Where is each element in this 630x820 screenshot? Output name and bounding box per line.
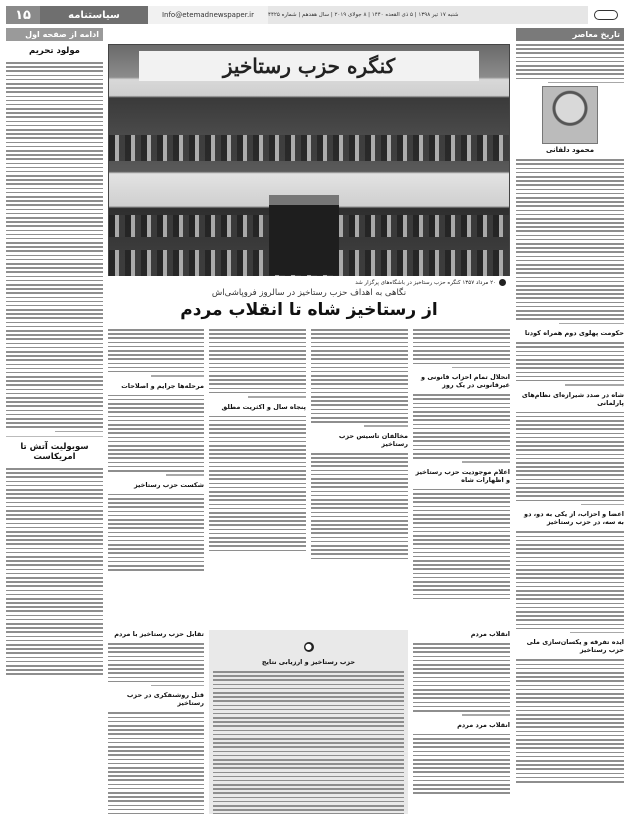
article-column-4 [108, 326, 204, 626]
subheading-9: حزب رستاخیز و ارزیابی نتایج [261, 658, 356, 666]
subheading-2: اعلام موجودیت حزب رستاخیز و اظهارات شاه [415, 467, 510, 484]
author-name: محمود دلفانی [545, 146, 595, 155]
subheading-10: تقابل حزب رستاخیز با مردم [114, 630, 204, 638]
page-header [6, 6, 624, 24]
continued-label: ادامه از صفحه اول [6, 28, 103, 41]
article-column-6 [108, 630, 204, 814]
section-title: سیاستنامه [40, 6, 148, 24]
left-title-bottom: سوبولیت آتش تا امریکاست [20, 442, 89, 463]
article-column-2 [311, 326, 408, 626]
subheading-3: مخالفان تاسیس حزب رستاخیز [338, 431, 408, 448]
left-column [6, 28, 103, 814]
section-label: تاریخ معاصر [516, 28, 624, 41]
article-column-3 [209, 326, 306, 626]
main-photo [108, 44, 510, 276]
author-photo [542, 86, 598, 144]
subheading-6: شکست حزب رستاخیز [133, 480, 204, 489]
subheading-1: انحلال تمام احزاب قانونی و غیرقانونی در یک روز [421, 373, 510, 390]
page-number: ۱۵ [6, 6, 40, 24]
subheading-5: مرحله‌ها جرایم و اصلاحات [121, 381, 204, 390]
photo-podium [269, 195, 339, 275]
subheading-4: پنجاه سال و اکثریت مطلق [221, 402, 306, 411]
right-heading-2: شاه در صدد شیرازه‌ای نظام‌های پارلمانی [521, 390, 624, 407]
article-column-5 [413, 630, 510, 814]
section-dot-icon: ● [305, 642, 312, 651]
issue-info: شنبه ۱۷ تیر ۱۳۹۸ | ۵ ذی القعده ۱۴۴۰ | ۸ جولای ۲۰۱۹ | سال هفدهم | شماره ۴۴۲۵ [268, 6, 588, 24]
newspaper-logo [588, 6, 624, 24]
right-column [516, 28, 624, 814]
right-heading-4: ایده تفرقه و یکسان‌سازی ملی حزب رستاخیز [526, 638, 624, 655]
logo-icon [594, 10, 618, 20]
subheading-7: انقلاب مردم [470, 630, 510, 638]
article-headline: از رستاخیز شاه تا انقلاب مردم [180, 300, 438, 320]
photo-caption: ۲۰ مرداد ۱۳۵۷ کنگره حزب رستاخیز در باشگاه‌های پرگزار شد [108, 277, 510, 288]
subheading-8: انقلاب مرد مردم [457, 720, 510, 729]
right-heading-3: اعضا و احزاب، از یکی به دو، دو به سه، در حزب رستاخیز [524, 510, 624, 527]
subheading-11: قتل روشنفکری در حزب رستاخیز [126, 691, 204, 708]
article-gray-box [209, 630, 408, 814]
article-kicker: نگاهی به اهداف حزب رستاخیز در سالروز فروپاشی‌اش [211, 288, 407, 298]
right-heading-1: حکومت پهلوی دوم همراه کودتا [524, 329, 624, 338]
left-title-top: مولود تحریم [29, 46, 80, 56]
article-column-1 [413, 326, 510, 626]
bullet-icon [499, 279, 506, 286]
email-link[interactable]: Info@etemadnewspaper.ir [148, 6, 268, 24]
photo-banner: کنگره حزب رستاخیز [139, 51, 479, 81]
